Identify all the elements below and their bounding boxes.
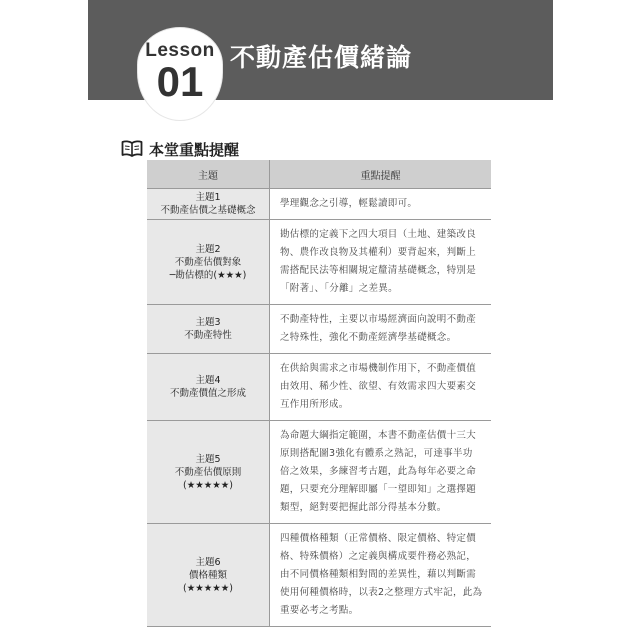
note-line: 使用何種價格時，以表2之整理方式牢記，此為 xyxy=(280,587,483,598)
note-line: 格、特殊價格）之定義與構成要件務必熟記， xyxy=(280,551,477,562)
note-cell xyxy=(270,354,492,421)
note-cell xyxy=(270,220,492,305)
note-line: 在供給與需求之市場機制作用下，不動產價值 xyxy=(280,363,477,374)
section-title: 本堂重點提醒 xyxy=(149,140,240,159)
note-line: 之特殊性，強化不動產經濟學基礎概念。 xyxy=(280,332,457,343)
note-line: 勘估標的定義下之四大項目（土地、建築改良 xyxy=(280,229,477,240)
note-line: 不動產特性，主要以市場經濟面向說明不動產 xyxy=(280,314,477,325)
topic-cell xyxy=(147,220,270,305)
table-row xyxy=(147,354,491,421)
note-line: 四種價格種類（正常價格、限定價格、特定價 xyxy=(280,533,477,544)
table-row xyxy=(147,305,491,354)
topic-cell xyxy=(147,354,270,421)
note-cell xyxy=(270,189,492,220)
topic-line: 主題1 xyxy=(195,192,221,203)
topic-line: 主題6 xyxy=(195,556,221,568)
column-header-note: 重點提醒 xyxy=(270,160,492,189)
lesson-label: Lesson xyxy=(145,40,215,61)
note-cell xyxy=(270,524,492,627)
note-cell xyxy=(270,305,492,354)
topic-line: 不動產估價對象 xyxy=(174,256,242,268)
key-points-table xyxy=(147,160,491,627)
topic-line: 不動產估價原則 xyxy=(174,466,242,478)
note-line: 由效用、稀少性、欲望、有效需求四大要素交 xyxy=(280,381,477,392)
note-line: 「附著」、「分離」之差異。 xyxy=(280,283,398,294)
topic-line: 不動產特性 xyxy=(184,330,232,341)
section-heading xyxy=(121,137,239,161)
topic-line: 不動產估價之基礎概念 xyxy=(160,205,256,216)
topic-line: ─勘估標的(★★★) xyxy=(169,269,247,281)
note-line: 原則搭配圖3強化有體系之熟記，可達事半功 xyxy=(280,448,473,459)
note-line: 學理觀念之引導，輕鬆讀即可。 xyxy=(280,198,418,209)
table-row xyxy=(147,189,491,220)
topic-line: 主題2 xyxy=(195,243,221,255)
note-line: 需搭配民法等相關規定釐清基礎概念，特別是 xyxy=(280,265,477,276)
topic-line: (★★★★★) xyxy=(183,479,233,491)
lesson-badge xyxy=(138,28,222,120)
note-line: 倍之效果，多練習考古題，此為每年必要之命 xyxy=(280,466,477,477)
topic-line: 價格種類 xyxy=(188,569,227,581)
note-line: 由不同價格種類相對間的差異性，藉以判斷需 xyxy=(280,569,477,580)
note-line: 為命題大綱指定範圍，本書不動產估價十三大 xyxy=(280,430,477,441)
table-row xyxy=(147,220,491,305)
topic-line: 主題3 xyxy=(195,317,221,328)
note-line: 題，只要充分理解即屬「一望即知」之選擇題 xyxy=(280,484,477,495)
note-line: 類型，絕對要把握此部分得基本分數。 xyxy=(280,502,447,513)
topic-line: 主題5 xyxy=(195,453,221,465)
lesson-number: 01 xyxy=(156,58,204,105)
note-line: 物、農作改良物及其權利）要背起來，判斷上 xyxy=(280,247,477,258)
topic-line: (★★★★★) xyxy=(183,582,233,594)
table-row xyxy=(147,421,491,524)
note-cell xyxy=(270,421,492,524)
page-title: 不動產估價緒論 xyxy=(230,43,413,72)
column-header-topic: 主題 xyxy=(147,160,270,189)
topic-cell xyxy=(147,524,270,627)
topic-cell xyxy=(147,421,270,524)
topic-line: 不動產價值之形成 xyxy=(169,388,246,399)
note-line: 重要必考之考點。 xyxy=(280,605,359,616)
topic-cell xyxy=(147,189,270,220)
book-icon xyxy=(121,140,143,158)
table-header-row xyxy=(147,160,491,189)
topic-line: 主題4 xyxy=(195,375,221,386)
topic-cell xyxy=(147,305,270,354)
table-row xyxy=(147,524,491,627)
note-line: 互作用所形成。 xyxy=(280,399,349,410)
